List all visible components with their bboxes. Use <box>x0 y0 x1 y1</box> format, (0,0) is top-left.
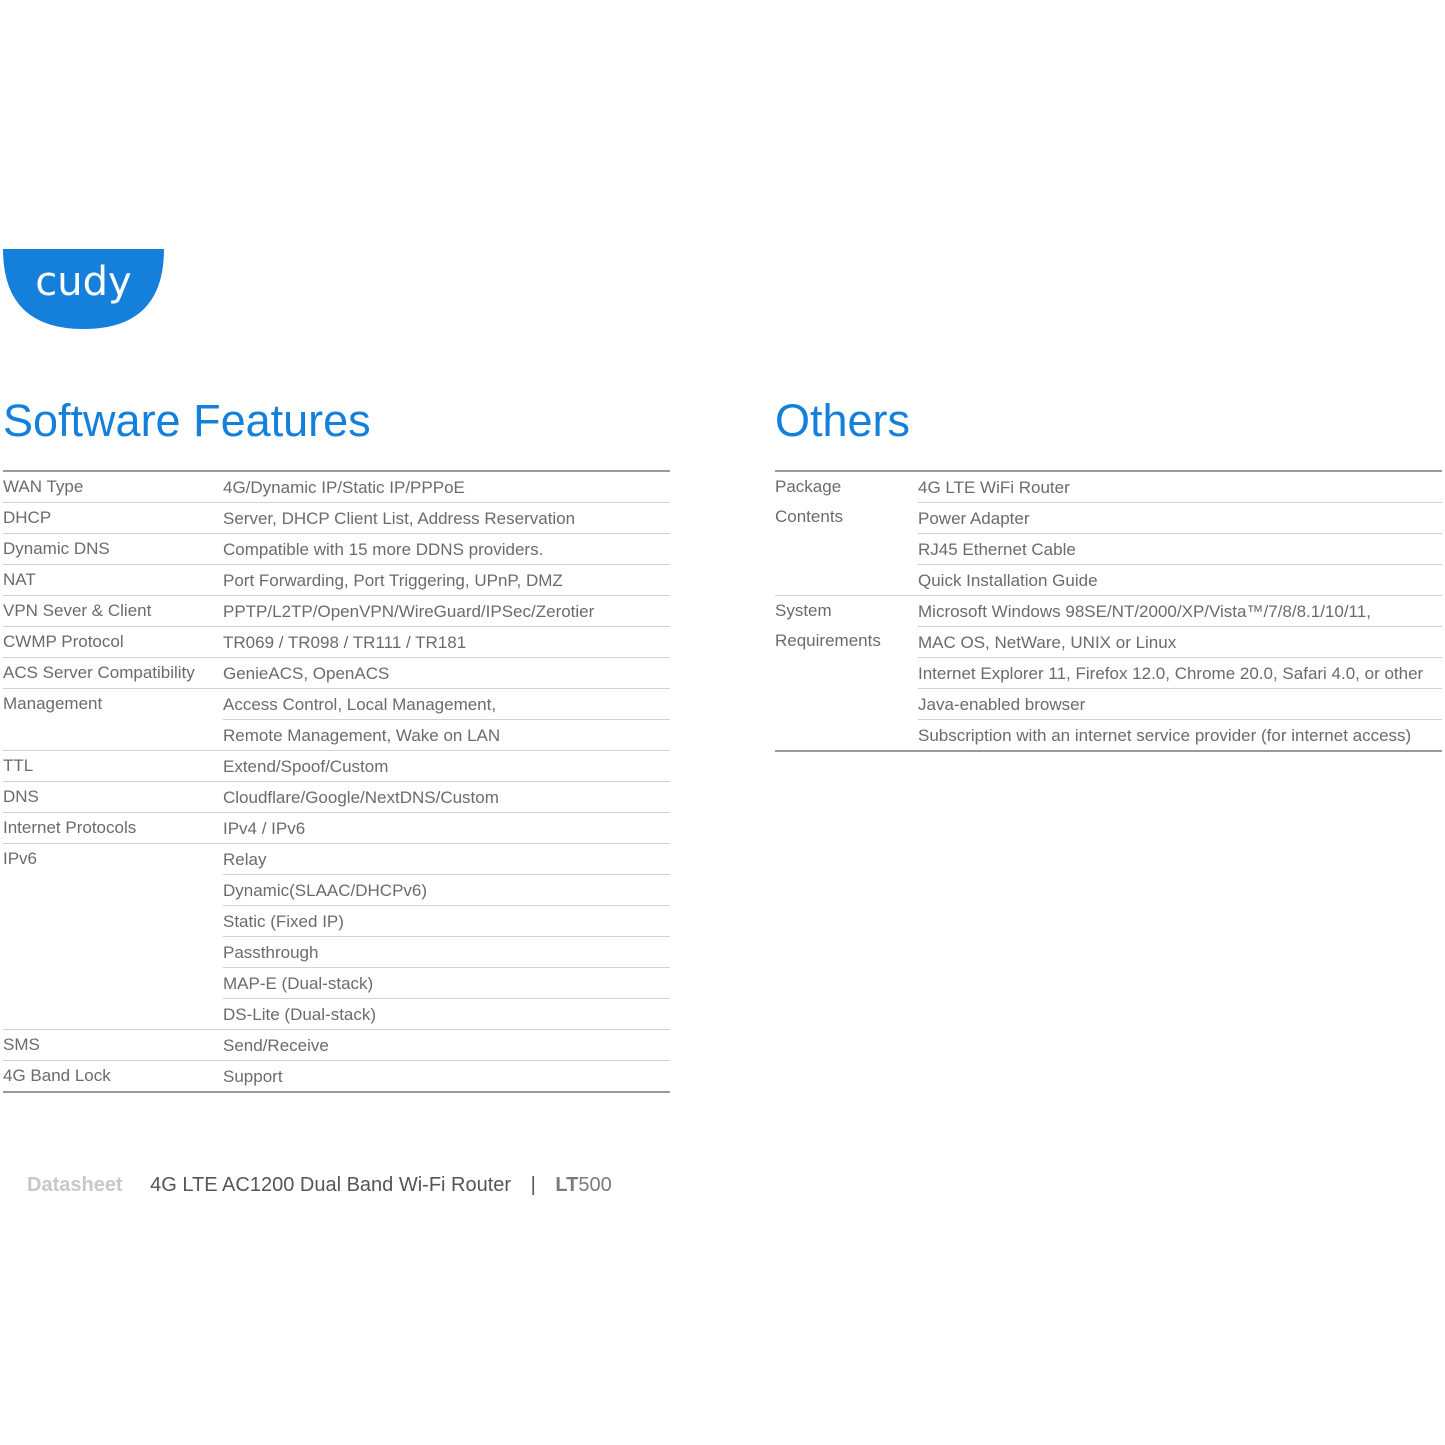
table-row <box>3 472 670 502</box>
table-row <box>3 1060 670 1091</box>
footer-separator: | <box>530 1174 536 1196</box>
software-features-table <box>3 470 670 1093</box>
row-label: Dynamic DNS <box>3 539 110 558</box>
row-label: ACS Server Compatibility <box>3 663 195 682</box>
row-value: Access Control, Local Management, <box>223 695 497 714</box>
row-label <box>775 472 918 595</box>
row-values <box>223 658 670 688</box>
row-value: PPTP/L2TP/OpenVPN/WireGuard/IPSec/Zerotier <box>223 602 595 621</box>
row-value: Internet Explorer 11, Firefox 12.0, Chrome 20.0, Safari 4.0, or other <box>918 657 1442 688</box>
row-value: IPv4 / IPv6 <box>223 819 306 838</box>
row-label: 4G Band Lock <box>3 1066 111 1085</box>
row-value: Cloudflare/Google/NextDNS/Custom <box>223 788 499 807</box>
row-value: 4G LTE WiFi Router <box>918 478 1070 497</box>
cudy-logo-badge <box>3 249 164 329</box>
row-value: Microsoft Windows 98SE/NT/2000/XP/Vista™/7/8/8.1/10/11, <box>918 602 1371 621</box>
row-values <box>223 565 670 595</box>
row-label: IPv6 <box>3 849 38 868</box>
table-row <box>3 781 670 812</box>
software-features-title: Software Features <box>3 395 371 446</box>
row-values <box>223 689 670 750</box>
row-value: Quick Installation Guide <box>918 564 1442 595</box>
table-row <box>3 502 670 533</box>
row-label: WAN Type <box>3 477 84 496</box>
others-title: Others <box>775 395 911 446</box>
row-value: Server, DHCP Client List, Address Reservation <box>223 509 576 528</box>
row-value: Send/Receive <box>223 1036 329 1055</box>
row-label-line: Contents <box>775 506 844 526</box>
row-label: CWMP Protocol <box>3 632 124 651</box>
row-label: DNS <box>3 787 39 806</box>
footer-model-prefix: LT <box>555 1174 579 1196</box>
table-row <box>775 472 1442 595</box>
footer-product-name: 4G LTE AC1200 Dual Band Wi-Fi Router <box>150 1174 512 1196</box>
row-label: NAT <box>3 570 36 589</box>
table-row <box>3 657 670 688</box>
footer-model-number: 500 <box>578 1174 612 1196</box>
row-label <box>775 596 918 750</box>
row-value: Static (Fixed IP) <box>223 905 670 936</box>
row-value: Dynamic(SLAAC/DHCPv6) <box>223 874 670 905</box>
row-values <box>223 751 670 781</box>
row-value: DS-Lite (Dual-stack) <box>223 998 670 1029</box>
row-label-line: System <box>775 601 832 620</box>
others-table <box>775 470 1442 752</box>
table-row <box>3 626 670 657</box>
row-value: 4G/Dynamic IP/Static IP/PPPoE <box>223 478 465 497</box>
row-value: Support <box>223 1067 283 1086</box>
footer-datasheet-label: Datasheet <box>27 1174 123 1196</box>
table-row <box>775 595 1442 750</box>
row-value: Power Adapter <box>918 502 1442 533</box>
table-row <box>3 564 670 595</box>
row-values <box>223 844 670 1029</box>
row-values <box>918 472 1442 595</box>
row-value: TR069 / TR098 / TR111 / TR181 <box>223 633 467 652</box>
table-row <box>3 533 670 564</box>
logo-text: cudy <box>35 259 132 305</box>
row-label: VPN Sever & Client <box>3 601 152 620</box>
table-row <box>3 843 670 1029</box>
row-values <box>223 503 670 533</box>
footer <box>27 1172 612 1198</box>
row-value: MAP-E (Dual-stack) <box>223 967 670 998</box>
row-value: Port Forwarding, Port Triggering, UPnP, DMZ <box>223 571 563 590</box>
cudy-logo <box>3 249 164 329</box>
row-values <box>223 813 670 843</box>
table-row <box>3 688 670 750</box>
row-value: Extend/Spoof/Custom <box>223 757 389 776</box>
row-label: Internet Protocols <box>3 818 137 837</box>
row-value: Subscription with an internet service provider (for internet access) <box>918 719 1442 750</box>
row-value: Relay <box>223 850 267 869</box>
row-values <box>223 782 670 812</box>
row-label-line: Package <box>775 477 842 496</box>
table-row <box>3 812 670 843</box>
row-value: MAC OS, NetWare, UNIX or Linux <box>918 626 1442 657</box>
row-value: Passthrough <box>223 936 670 967</box>
row-value: Compatible with 15 more DDNS providers. <box>223 540 544 559</box>
table-row <box>3 750 670 781</box>
row-values <box>918 596 1442 750</box>
row-values <box>223 627 670 657</box>
row-label: SMS <box>3 1035 40 1054</box>
row-values <box>223 1030 670 1060</box>
row-label: DHCP <box>3 508 52 527</box>
table-row <box>3 595 670 626</box>
row-label: Management <box>3 694 103 713</box>
row-label: TTL <box>3 756 34 775</box>
row-values <box>223 1061 670 1091</box>
row-value: GenieACS, OpenACS <box>223 664 390 683</box>
row-value: Java-enabled browser <box>918 688 1442 719</box>
row-values <box>223 534 670 564</box>
table-row <box>3 1029 670 1060</box>
row-value: Remote Management, Wake on LAN <box>223 719 670 750</box>
row-values <box>223 596 670 626</box>
row-values <box>223 472 670 502</box>
row-value: RJ45 Ethernet Cable <box>918 533 1442 564</box>
row-label-line: Requirements <box>775 630 881 650</box>
